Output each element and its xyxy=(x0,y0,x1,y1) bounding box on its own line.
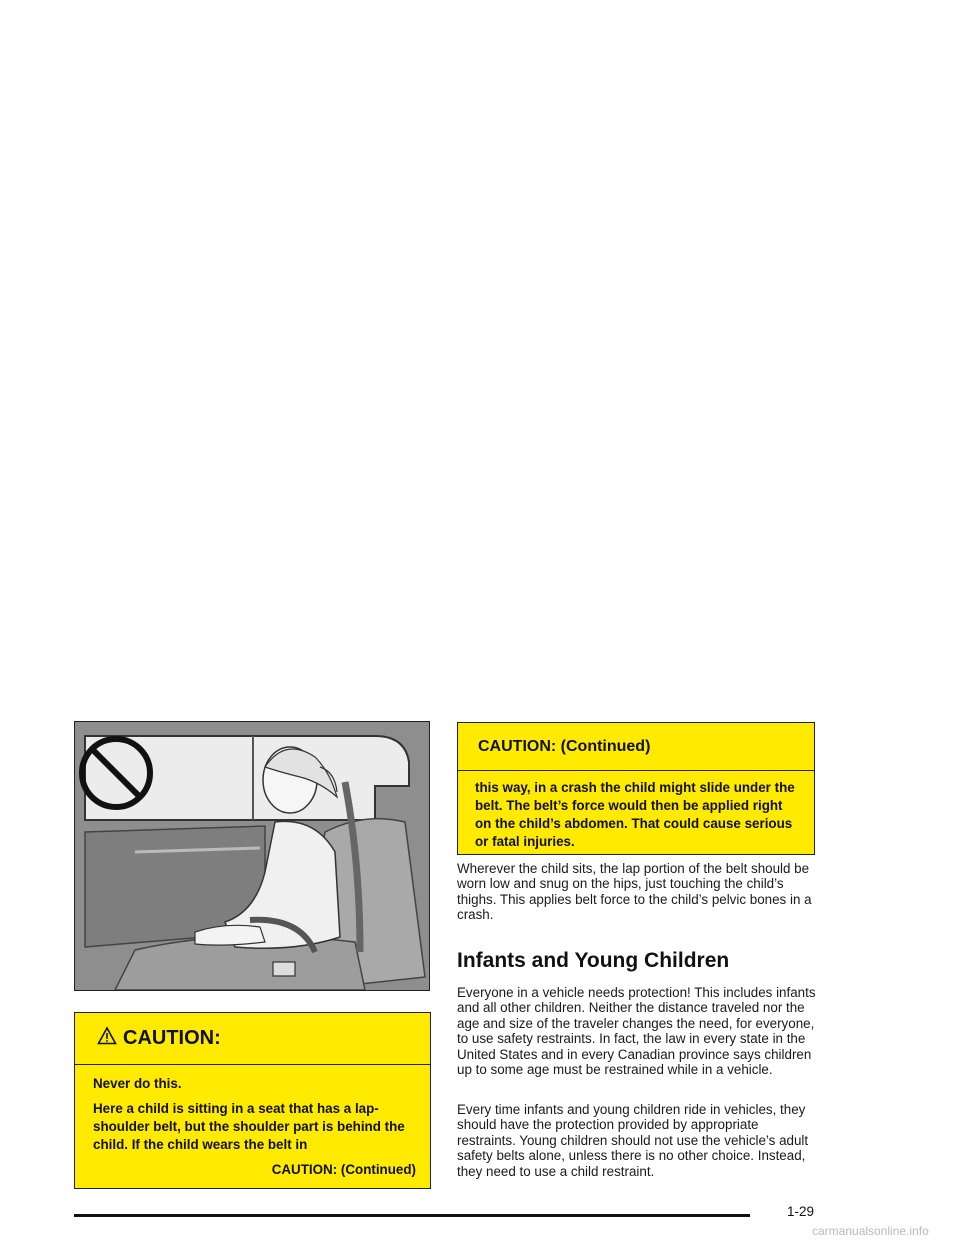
paragraph-text: Everyone in a vehicle needs protection! This includes infants and all other children. Neither the distance traveled nor the age and size of the traveler changes the need, for everyone, to use safety restraints. In fact, the law in every state in the United States and in every Canadian province says children up to some age must be restrained while in a vehicle. xyxy=(457,985,816,1078)
caution-title: CAUTION: (Continued) xyxy=(478,737,651,755)
warning-triangle-icon xyxy=(97,1026,117,1052)
page-number: 1-29 xyxy=(787,1204,815,1219)
caution-header xyxy=(458,723,814,771)
caution-body xyxy=(458,771,814,854)
body-paragraph xyxy=(457,1102,819,1179)
paragraph-text: Wherever the child sits, the lap portion of the belt should be worn low and snug on the hips, just touching the child’s thighs. This applies belt force to the child’s pelvic bones in a crash. xyxy=(457,861,812,923)
caution-title: CAUTION: xyxy=(123,1027,221,1049)
watermark: carmanualsonline.info xyxy=(812,1224,929,1238)
paragraph-text: Every time infants and young children ride in vehicles, they should have the protection provided by appropriate restraints. Young children should not use the vehicle’s adult safety belts alone, unless there is no other choice. Instead, they need to use a child restraint. xyxy=(457,1102,809,1179)
footer-rule xyxy=(74,1214,750,1217)
caution-paragraph: this way, in a crash the child might slide under the belt. The belt’s force would then be applied right on the child’s abdomen. That could cause serious or fatal injuries. xyxy=(475,780,795,849)
caution-continued-label: CAUTION: (Continued) xyxy=(271,1162,416,1177)
caution-header xyxy=(75,1013,430,1065)
child-seatbelt-illustration xyxy=(74,721,430,991)
caution-continued-box xyxy=(457,722,815,855)
body-paragraph xyxy=(457,985,819,1077)
caution-box xyxy=(74,1012,431,1189)
section-heading: Infants and Young Children xyxy=(457,949,730,972)
caution-paragraph: Never do this. xyxy=(93,1076,182,1091)
body-paragraph xyxy=(457,861,819,923)
caution-body xyxy=(75,1065,430,1188)
caution-paragraph: Here a child is sitting in a seat that has a lap-shoulder belt, but the shoulder part is behind the child. If the child wears the belt in xyxy=(93,1101,405,1152)
